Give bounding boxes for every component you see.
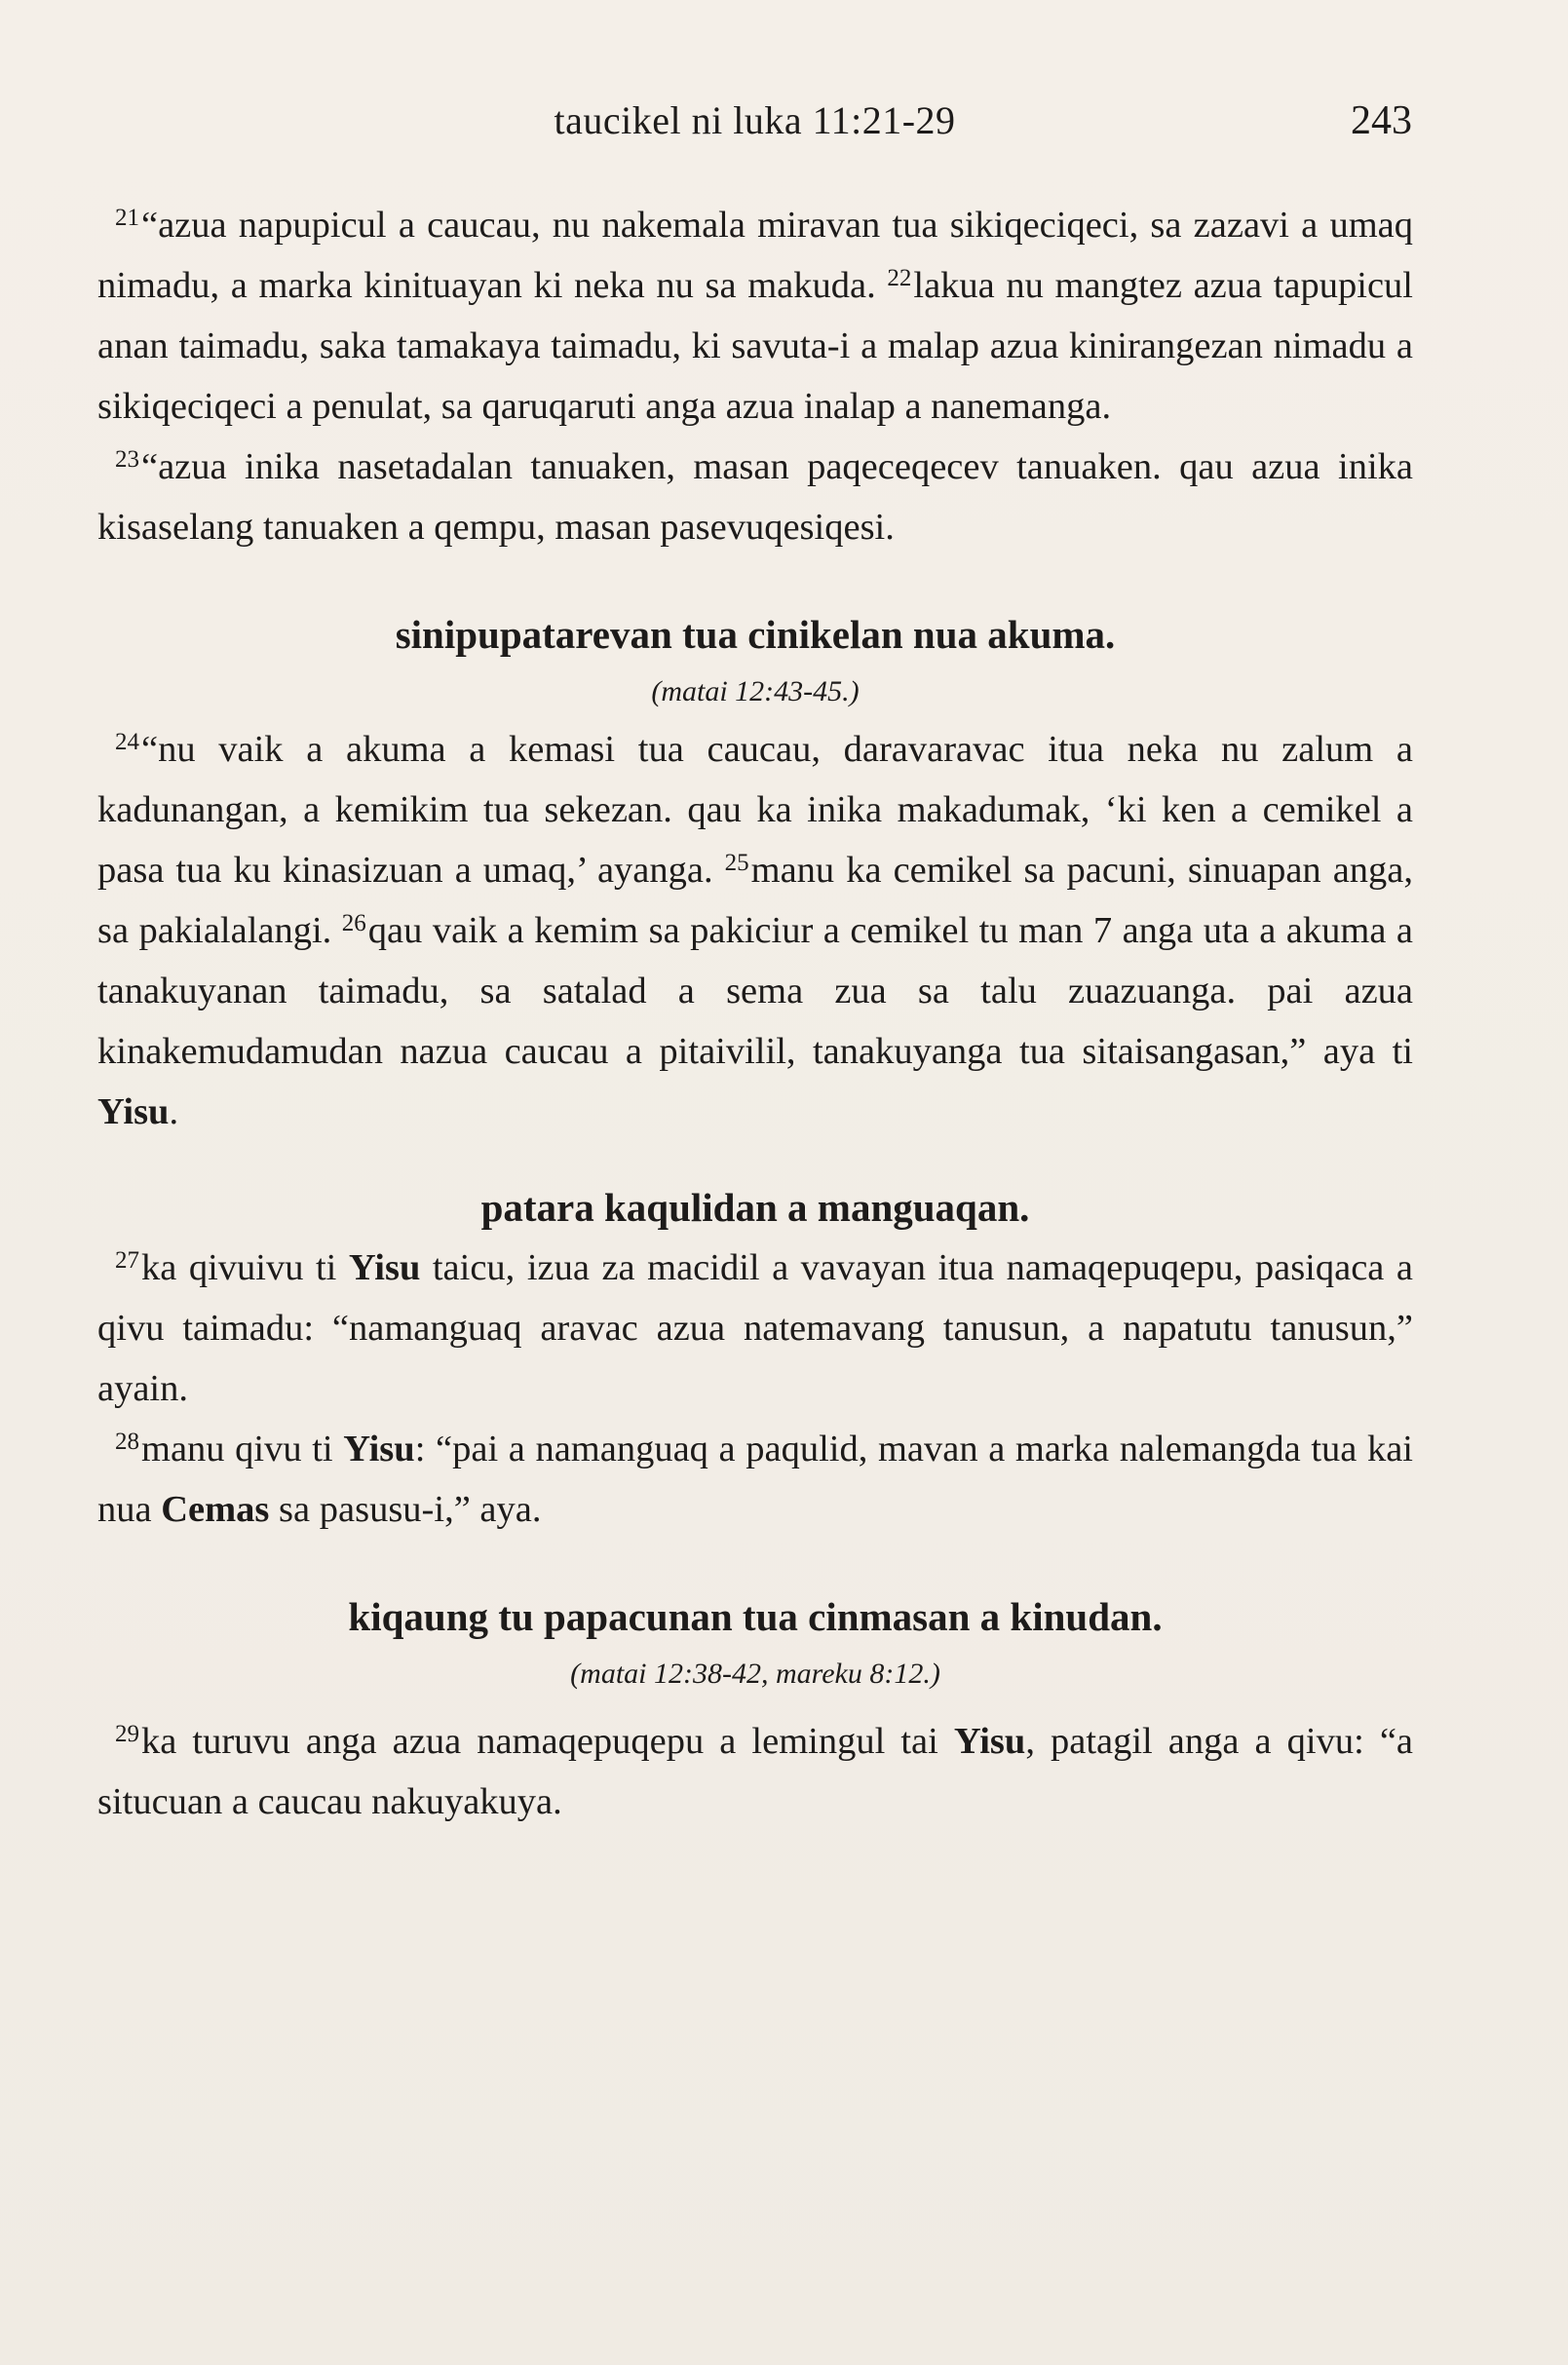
verse-number-29: 29 (115, 1721, 139, 1747)
verse-26-text-b: . (169, 1091, 179, 1132)
page-number: 243 (1351, 98, 1412, 143)
verse-number-24: 24 (115, 729, 139, 755)
verse-27-name-yisu: Yisu (348, 1247, 421, 1288)
verse-25-text: manu ka cemikel sa pacuni, sinuapan anga, sa pakialalangi. (97, 850, 1414, 951)
verse-26-text-a: qau vaik a kemim sa pakiciur a cemikel tu man 7 anga uta a akuma a tanakuyanan taimadu, sa satalad a sema zua sa talu zuazuanga. pai azua kinakemudamudan nazua caucau a pitaivilil, tanakuyanga tua sitaisangasan,” aya ti (97, 910, 1413, 1072)
section-ref-1: (matai 12:43-45.) (651, 675, 860, 707)
verse-number-25: 25 (724, 850, 749, 876)
verse-28-text-c: sa pasusu-i,” aya. (269, 1489, 542, 1530)
verse-29-text-a: ka turuvu anga azua namaqepuqepu a lemingul tai (141, 1721, 954, 1762)
verse-23-text: “azua inika nasetadalan tanuaken, masan paqeceqecev tanuaken. qau azua inika kisaselang tanuaken a qempu, masan pasevuqesiqesi. (97, 446, 1413, 548)
running-head: taucikel ni luka 11:21-29 (554, 98, 956, 142)
spacer (97, 557, 1413, 604)
spacer (97, 1142, 1413, 1177)
verse-29-text-b: , patagil anga a qivu: “a situcuan a caucau nakuyakuya. (97, 1721, 1413, 1822)
section-ref-3: (matai 12:38-42, mareku 8:12.) (570, 1658, 940, 1690)
section-title-1: sinipupatarevan tua cinikelan nua akuma. (395, 612, 1116, 657)
verse-27-paragraph (97, 1238, 1413, 1419)
verse-number-26: 26 (341, 910, 366, 936)
verse-24-26-paragraph (97, 719, 1413, 1142)
page-body (97, 195, 1413, 1832)
verse-23-paragraph (97, 437, 1413, 557)
verse-29-paragraph (97, 1711, 1413, 1832)
verse-22-text: lakua nu mangtez azua tapupicul anan taimadu, saka tamakaya taimadu, ki savuta-i a malap azua kinirangezan nimadu a sikiqeciqeci a penulat, sa qaruqaruti anga azua inalap a nanemanga. (97, 265, 1413, 427)
verse-21-text: “azua napupicul a caucau, nu nakemala miravan tua sikiqeciqeci, sa zazavi a umaq nimadu, a marka kinituayan ki neka nu sa makuda. (97, 205, 1413, 306)
verse-28-paragraph (97, 1419, 1413, 1540)
verse-27-text-b: taicu, izua za macidil a vavayan itua namaqepuqepu, pasiqaca a qivu taimadu: “namanguaq aravac azua natemavang tanusun, a napatutu tanusun,” ayain. (97, 1247, 1413, 1409)
page-header (97, 90, 1412, 148)
spacer (97, 1540, 1413, 1586)
verse-28-text-a: manu qivu ti (141, 1429, 344, 1469)
verse-number-22: 22 (887, 265, 912, 291)
verse-number-28: 28 (115, 1429, 139, 1455)
spacer (97, 1701, 1413, 1711)
verse-21-22-paragraph (97, 195, 1413, 437)
verse-number-21: 21 (115, 205, 139, 231)
verse-number-23: 23 (115, 446, 139, 473)
verse-number-27: 27 (115, 1247, 139, 1274)
section-title-2: patara kaqulidan a manguaqan. (480, 1185, 1030, 1230)
verse-28-text-b: : “pai a namanguaq a paqulid, mavan a marka nalemangda tua kai nua (97, 1429, 1413, 1530)
verse-29-name-yisu: Yisu (953, 1721, 1026, 1762)
verse-27-text-a: ka qivuivu ti (141, 1247, 349, 1288)
verse-26-name-yisu: Yisu (97, 1091, 170, 1132)
section-title-3: kiqaung tu papacunan tua cinmasan a kinudan. (348, 1594, 1163, 1639)
verse-24-text: “nu vaik a akuma a kemasi tua caucau, daravaravac itua neka nu zalum a kadunangan, a kemikim tua sekezan. qau ka inika makadumak, ‘ki ken a cemikel a pasa tua ku kinasizuan a umaq,’ ayanga. (97, 729, 1413, 891)
verse-28-name-yisu: Yisu (343, 1429, 415, 1469)
verse-28-name-cemas: Cemas (161, 1489, 270, 1530)
